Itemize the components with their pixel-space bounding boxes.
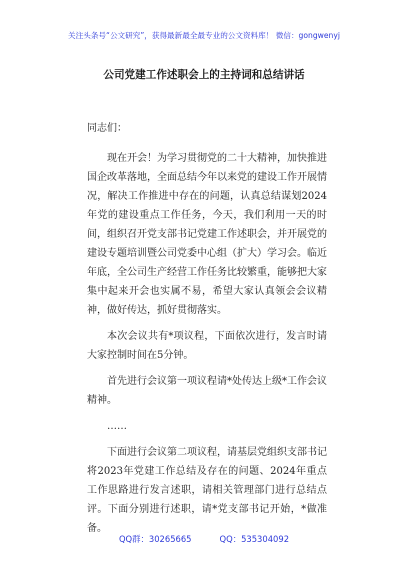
header-banner: 关注头条号“公文研究”，获得最新最全最专业的公文资料库！ 微信：gongwenyj xyxy=(68,31,340,40)
document-title: 公司党建工作述职会上的主持词和总结讲话 xyxy=(103,69,305,81)
paragraph-first-item: 首先进行会议第一项议程请*处传达上级*工作会议精神。 xyxy=(87,376,327,406)
document-body xyxy=(87,119,327,538)
paragraph-opening: 现在开会！为学习贯彻党的二十大精神，加快推进国企改革落地，全面总结今年以来党的建设工作开展情况，解决工作推进中存在的问题，认真总结谋划2024年党的建设重点工作任务，今天，我们利用一天的时间，组织召开党支部书记党建工作述职会，并开展党的建设专题培训暨公司党委中心组（扩大）学习会。临近年底，全公司生产经营工作任务比较繁重，能够把大家集中起来开会也实属不易，希望大家认真领会会议精神，做好传达，抓好贯彻落实。 xyxy=(87,153,327,316)
footer-qq: QQ：535304092 xyxy=(219,534,290,544)
footer-contact xyxy=(0,533,408,545)
paragraph-agenda-count: 本次会议共有*项议程，下面依次进行，发言时请大家控制时间在5分钟。 xyxy=(87,331,327,361)
salutation: 同志们： xyxy=(87,123,127,134)
paragraph-ellipsis: …… xyxy=(107,421,127,432)
paragraph-second-item: 下面进行会议第二项议程，请基层党组织支部书记将2023年党建工作总结及存在的问题、2024年重点工作思路进行发言述职，请相关管理部门进行总结点评。下面分别进行述职，请*党支部书记开始，*做准备。 xyxy=(87,447,327,534)
footer-qq-group: QQ群：30265665 xyxy=(118,534,192,544)
